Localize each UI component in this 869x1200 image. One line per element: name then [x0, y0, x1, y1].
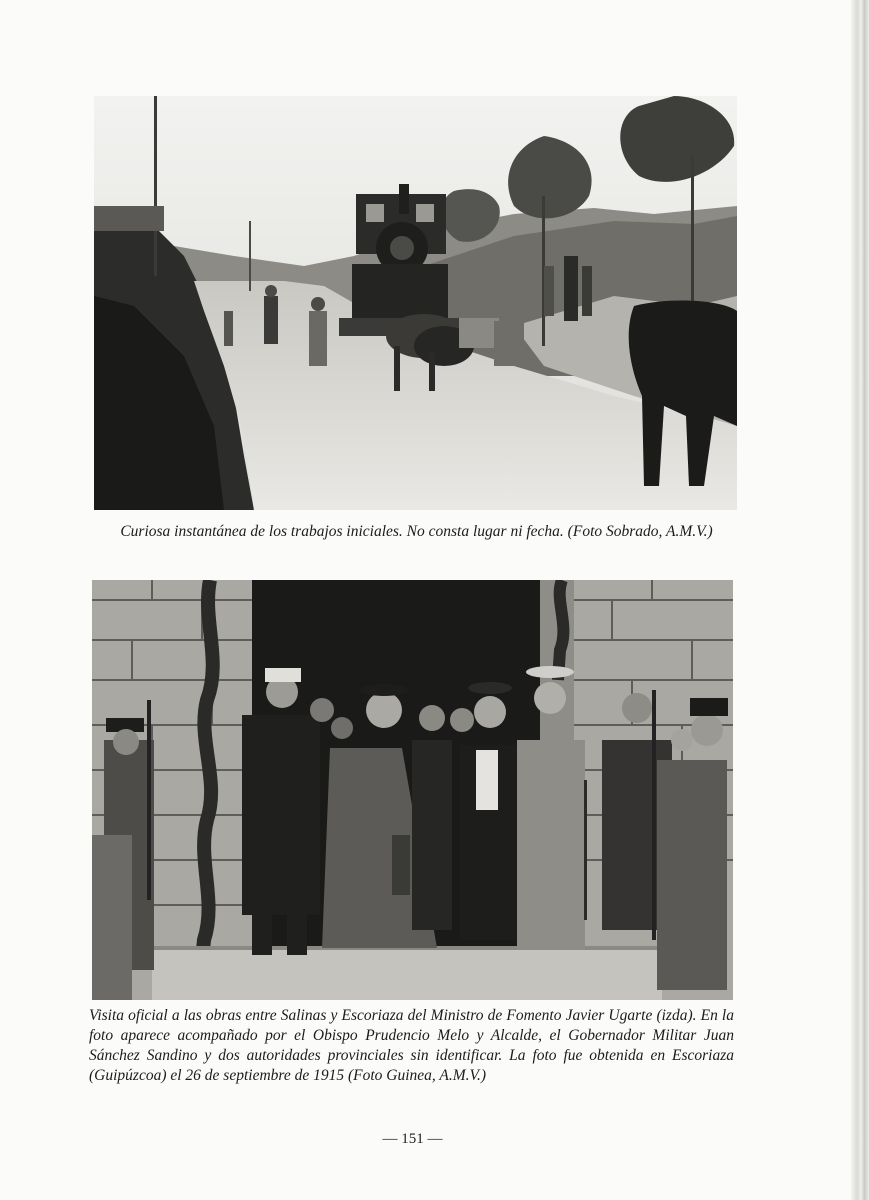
photo-official-visit: [92, 580, 733, 1000]
page-edge: [851, 0, 869, 1200]
caption-photo-1: Curiosa instantánea de los trabajos iniciales. No consta lugar ni fecha. (Foto Sobrado, A.M.V.): [120, 523, 713, 540]
photo-1-image: [94, 96, 737, 510]
caption-photo-2: Visita oficial a las obras entre Salinas y Escoriaza del Ministro de Fomento Javier Ugarte (izda). En la foto aparece acompañado por el Obispo Prudencio Melo y Alcalde, el Gobernador Militar Juan Sánchez Sandino y dos autoridades provinciales sin identificar. La foto fue obtenida en Escoriaza (Guipúzcoa) el 26 de septiembre de 1915 (Foto Guinea, A.M.V.): [89, 1007, 734, 1084]
photo-locomotive-oxen: [94, 96, 737, 510]
photo-2-image: [92, 580, 733, 1000]
page-number: — 151 —: [382, 1131, 443, 1147]
